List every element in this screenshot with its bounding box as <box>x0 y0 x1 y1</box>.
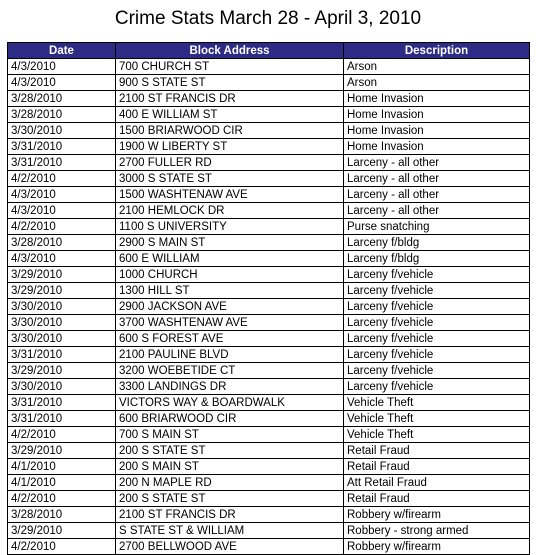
description-cell: Larceny f/vehicle <box>344 283 530 299</box>
table-row <box>8 171 530 187</box>
table-row <box>8 283 530 299</box>
description-cell: Home Invasion <box>344 107 530 123</box>
description-cell: Larceny f/vehicle <box>344 347 530 363</box>
block-address-cell: 700 CHURCH ST <box>116 59 344 75</box>
block-address-cell: 2700 BELLWOOD AVE <box>116 539 344 555</box>
description-cell: Vehicle Theft <box>344 411 530 427</box>
table-row <box>8 347 530 363</box>
table-row <box>8 315 530 331</box>
date-cell: 3/31/2010 <box>8 139 116 155</box>
description-cell: Vehicle Theft <box>344 395 530 411</box>
table-row <box>8 475 530 491</box>
description-cell: Larceny f/vehicle <box>344 299 530 315</box>
block-address-cell: 3000 S STATE ST <box>116 171 344 187</box>
table-row <box>8 107 530 123</box>
block-address-cell: 2100 HEMLOCK DR <box>116 203 344 219</box>
block-address-cell: 2900 JACKSON AVE <box>116 299 344 315</box>
description-cell: Retail Fraud <box>344 443 530 459</box>
table-row <box>8 427 530 443</box>
date-cell: 4/2/2010 <box>8 491 116 507</box>
table-row <box>8 331 530 347</box>
column-header-block-address: Block Address <box>116 43 344 59</box>
description-cell: Arson <box>344 59 530 75</box>
date-cell: 4/1/2010 <box>8 459 116 475</box>
table-row <box>8 267 530 283</box>
block-address-cell: 3700 WASHTENAW AVE <box>116 315 344 331</box>
header-row <box>8 43 530 59</box>
date-cell: 3/30/2010 <box>8 299 116 315</box>
table-row <box>8 363 530 379</box>
block-address-cell: 200 S STATE ST <box>116 443 344 459</box>
block-address-cell: 400 E WILLIAM ST <box>116 107 344 123</box>
description-cell: Home Invasion <box>344 91 530 107</box>
description-cell: Larceny f/bldg <box>344 251 530 267</box>
description-cell: Larceny - all other <box>344 155 530 171</box>
block-address-cell: 600 BRIARWOOD CIR <box>116 411 344 427</box>
block-address-cell: 900 S STATE ST <box>116 75 344 91</box>
table-row <box>8 507 530 523</box>
description-cell: Vehicle Theft <box>344 427 530 443</box>
column-header-date: Date <box>8 43 116 59</box>
block-address-cell: 2900 S MAIN ST <box>116 235 344 251</box>
table-row <box>8 251 530 267</box>
description-cell: Larceny f/vehicle <box>344 331 530 347</box>
date-cell: 4/3/2010 <box>8 75 116 91</box>
date-cell: 4/2/2010 <box>8 539 116 555</box>
table-row <box>8 459 530 475</box>
table-row <box>8 299 530 315</box>
description-cell: Larceny f/bldg <box>344 235 530 251</box>
date-cell: 3/30/2010 <box>8 331 116 347</box>
description-cell: Larceny f/vehicle <box>344 363 530 379</box>
table-row <box>8 523 530 539</box>
description-cell: Larceny f/vehicle <box>344 315 530 331</box>
block-address-cell: 1100 S UNIVERSITY <box>116 219 344 235</box>
date-cell: 4/1/2010 <box>8 475 116 491</box>
date-cell: 4/2/2010 <box>8 427 116 443</box>
description-cell: Larceny f/vehicle <box>344 267 530 283</box>
block-address-cell: 1300 HILL ST <box>116 283 344 299</box>
date-cell: 4/3/2010 <box>8 251 116 267</box>
block-address-cell: 1500 BRIARWOOD CIR <box>116 123 344 139</box>
table-header <box>8 43 530 59</box>
description-cell: Retail Fraud <box>344 459 530 475</box>
table-row <box>8 75 530 91</box>
table-body <box>8 59 530 555</box>
date-cell: 3/30/2010 <box>8 123 116 139</box>
description-cell: Retail Fraud <box>344 491 530 507</box>
block-address-cell: 3200 WOEBETIDE CT <box>116 363 344 379</box>
date-cell: 4/3/2010 <box>8 187 116 203</box>
table-row <box>8 155 530 171</box>
page-title: Crime Stats March 28 - April 3, 2010 <box>114 8 422 29</box>
date-cell: 4/2/2010 <box>8 171 116 187</box>
block-address-cell: VICTORS WAY & BOARDWALK <box>116 395 344 411</box>
table-row <box>8 491 530 507</box>
date-cell: 3/29/2010 <box>8 523 116 539</box>
description-cell: Robbery - strong armed <box>344 523 530 539</box>
description-cell: Larceny - all other <box>344 187 530 203</box>
date-cell: 3/31/2010 <box>8 347 116 363</box>
date-cell: 3/31/2010 <box>8 395 116 411</box>
table-row <box>8 187 530 203</box>
date-cell: 3/31/2010 <box>8 411 116 427</box>
column-header-description: Description <box>344 43 530 59</box>
date-cell: 3/28/2010 <box>8 507 116 523</box>
date-cell: 4/3/2010 <box>8 59 116 75</box>
table-row <box>8 379 530 395</box>
table-row <box>8 203 530 219</box>
table-row <box>8 139 530 155</box>
block-address-cell: 2100 PAULINE BLVD <box>116 347 344 363</box>
table-row <box>8 395 530 411</box>
block-address-cell: 1900 W LIBERTY ST <box>116 139 344 155</box>
table-row <box>8 59 530 75</box>
table-row <box>8 219 530 235</box>
date-cell: 3/28/2010 <box>8 107 116 123</box>
table-row <box>8 539 530 555</box>
date-cell: 3/28/2010 <box>8 91 116 107</box>
date-cell: 4/3/2010 <box>8 203 116 219</box>
table-row <box>8 123 530 139</box>
block-address-cell: 600 E WILLIAM <box>116 251 344 267</box>
date-cell: 3/28/2010 <box>8 235 116 251</box>
date-cell: 3/29/2010 <box>8 283 116 299</box>
date-cell: 3/29/2010 <box>8 443 116 459</box>
block-address-cell: 2700 FULLER RD <box>116 155 344 171</box>
description-cell: Att Retail Fraud <box>344 475 530 491</box>
block-address-cell: 200 S STATE ST <box>116 491 344 507</box>
block-address-cell: 1000 CHURCH <box>116 267 344 283</box>
date-cell: 3/31/2010 <box>8 155 116 171</box>
block-address-cell: 600 S FOREST AVE <box>116 331 344 347</box>
table-row <box>8 235 530 251</box>
block-address-cell: 200 S MAIN ST <box>116 459 344 475</box>
date-cell: 3/29/2010 <box>8 267 116 283</box>
block-address-cell: 2100 ST FRANCIS DR <box>116 91 344 107</box>
block-address-cell: 700 S MAIN ST <box>116 427 344 443</box>
date-cell: 3/29/2010 <box>8 363 116 379</box>
description-cell: Purse snatching <box>344 219 530 235</box>
date-cell: 3/30/2010 <box>8 315 116 331</box>
description-cell: Arson <box>344 75 530 91</box>
table-row <box>8 411 530 427</box>
table-row <box>8 91 530 107</box>
block-address-cell: 1500 WASHTENAW AVE <box>116 187 344 203</box>
block-address-cell: 2100 ST FRANCIS DR <box>116 507 344 523</box>
description-cell: Robbery w/firearm <box>344 539 530 555</box>
crime-stats-table <box>7 42 530 555</box>
block-address-cell: 3300 LANDINGS DR <box>116 379 344 395</box>
date-cell: 4/2/2010 <box>8 219 116 235</box>
description-cell: Larceny - all other <box>344 203 530 219</box>
description-cell: Home Invasion <box>344 139 530 155</box>
description-cell: Larceny - all other <box>344 171 530 187</box>
description-cell: Robbery w/firearm <box>344 507 530 523</box>
description-cell: Larceny f/vehicle <box>344 379 530 395</box>
table-row <box>8 443 530 459</box>
date-cell: 3/30/2010 <box>8 379 116 395</box>
block-address-cell: S STATE ST & WILLIAM <box>116 523 344 539</box>
description-cell: Home Invasion <box>344 123 530 139</box>
block-address-cell: 200 N MAPLE RD <box>116 475 344 491</box>
